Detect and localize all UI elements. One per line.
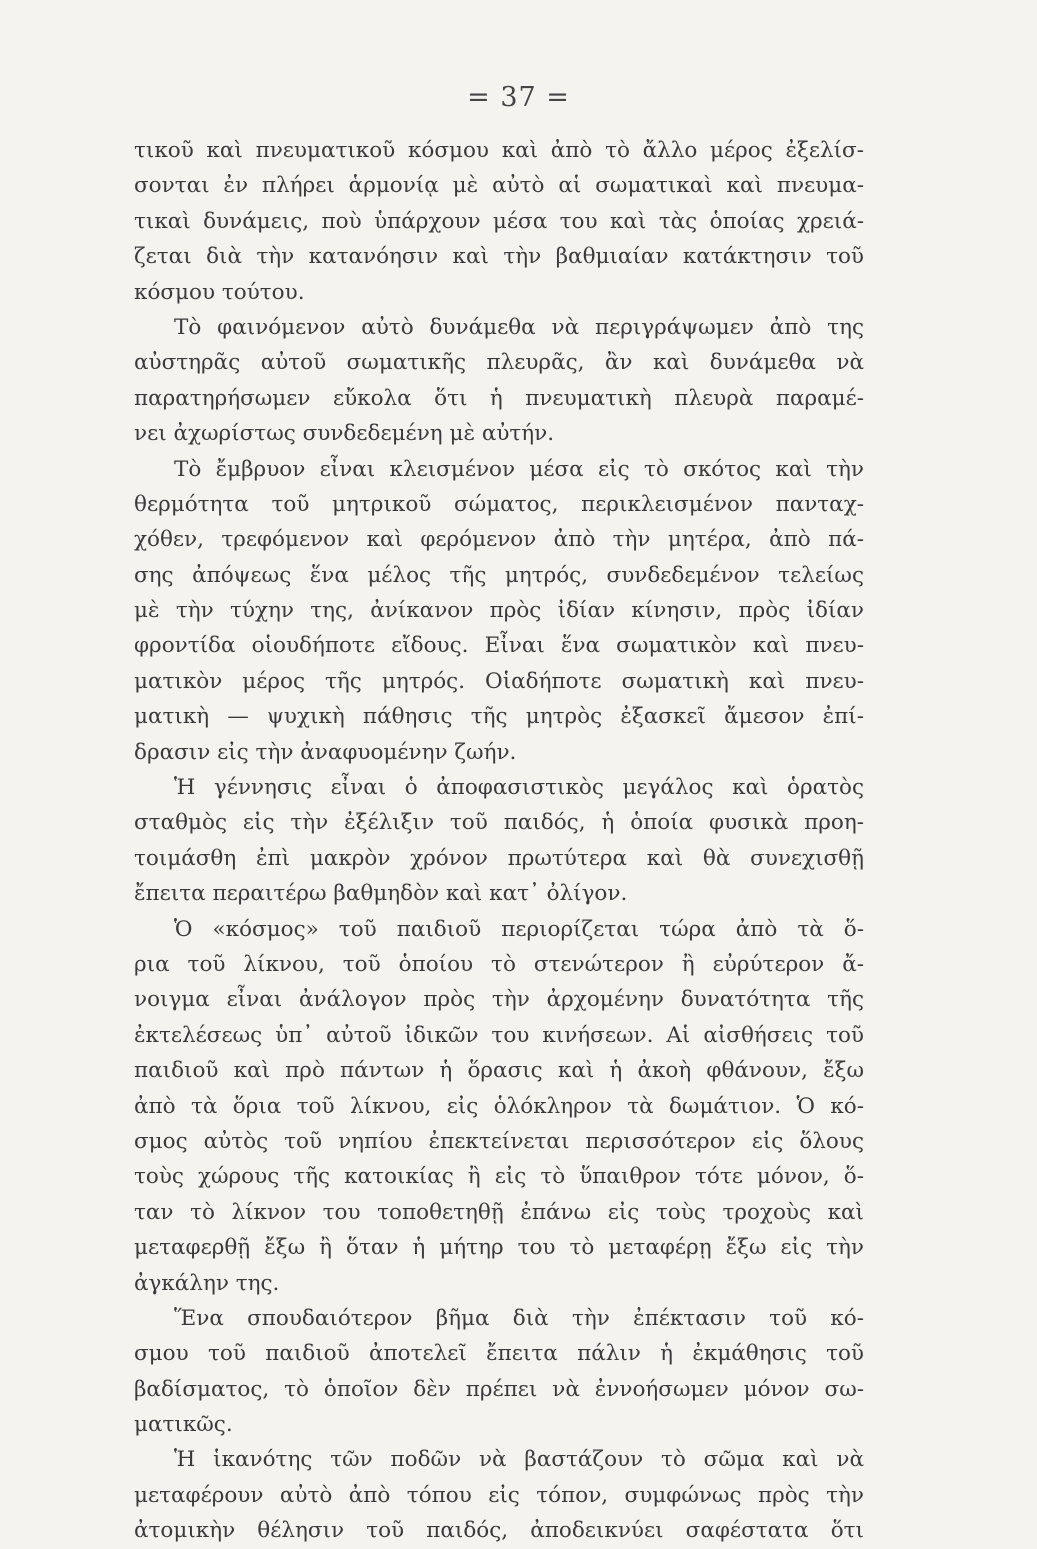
text-line: τοὺς χώρους τῆς κατοικίας ἢ εἰς τὸ ὕπαιθρον τότε μόνον, ὅ- — [134, 1164, 864, 1190]
text-line: Τὸ ἔμβρυον εἶναι κλεισμένον μέσα εἰς τὸ σκότος καὶ τὴν — [174, 456, 864, 482]
text-line: Ὁ «κόσμος» τοῦ παιδιοῦ περιορίζεται τώρα ἀπὸ τὰ ὅ- — [174, 916, 864, 942]
text-line: θερμότητα τοῦ μητρικοῦ σώματος, περικλεισμένον πανταχ- — [134, 491, 864, 517]
body-text — [134, 133, 864, 1549]
text-line: σης ἀπόψεως ἕνα μέλος τῆς μητρός, συνδεδεμένον τελείως — [134, 562, 864, 588]
text-line: Ἕνα σπουδαιότερον βῆμα διὰ τὴν ἐπέκτασιν τοῦ κό- — [174, 1305, 864, 1331]
text-line: Ἡ γέννησις εἶναι ὁ ἀποφασιστικὸς μεγάλος καὶ ὁρατὸς — [174, 775, 864, 801]
text-line: σμος αὐτὸς τοῦ νηπίου ἐπεκτείνεται περισσότερον εἰς ὅλους — [134, 1128, 864, 1154]
text-line: Ἡ ἱκανότης τῶν ποδῶν νὰ βαστάζουν τὸ σῶμα καὶ νὰ — [174, 1447, 864, 1473]
text-line: τικαὶ δυνάμεις, ποὺ ὑπάρχουν μέσα του καὶ τὰς ὁποίας χρειά- — [134, 208, 864, 234]
text-line: ἔπειτα περαιτέρω βαθμηδὸν καὶ κατ᾽ ὀλίγον. — [134, 881, 628, 907]
text-line: ταν τὸ λίκνον του τοποθετηθῇ ἐπάνω εἰς τοὺς τροχοὺς καὶ — [134, 1199, 864, 1225]
text-line: τοιμάσθη ἐπὶ μακρὸν χρόνον πρωτύτερα καὶ θὰ συνεχισθῇ — [134, 845, 864, 871]
text-line: δρασιν εἰς τὴν ἀναφυομένην ζωήν. — [134, 739, 517, 765]
text-line: ἐκτελέσεως ὑπ᾽ αὐτοῦ ἰδικῶν του κινήσεων. Αἱ αἰσθήσεις τοῦ — [134, 1022, 864, 1048]
text-line: μὲ τὴν τύχην της, ἀνίκανον πρὸς ἰδίαν κίνησιν, πρὸς ἰδίαν — [134, 598, 864, 624]
text-line: ἀτομικὴν θέλησιν τοῦ παιδός, ἀποδεικνύει σαφέστατα ὅτι — [134, 1518, 864, 1544]
text-line: φροντίδα οἱουδήποτε εἴδους. Εἶναι ἕνα σωματικὸν καὶ πνευ- — [134, 633, 864, 659]
text-line: νει ἀχωρίστως συνδεδεμένη μὲ αὐτήν. — [134, 421, 555, 447]
text-line: ματικῶς. — [134, 1412, 233, 1438]
text-line: μεταφερθῇ ἔξω ἢ ὅταν ἡ μήτηρ του τὸ μεταφέρῃ ἔξω εἰς τὴν — [134, 1235, 864, 1261]
text-line: νοιγμα εἶναι ἀνάλογον πρὸς τὴν ἀρχομένην δυνατότητα τῆς — [134, 987, 864, 1013]
text-line: σμου τοῦ παιδιοῦ ἀποτελεῖ ἔπειτα πάλιν ἡ ἐκμάθησις τοῦ — [134, 1341, 864, 1367]
text-line: ἀπὸ τὰ ὅρια τοῦ λίκνου, εἰς ὁλόκληρον τὰ δωμάτιον. Ὁ κό- — [134, 1093, 864, 1119]
text-line: σονται ἐν πλήρει ἁρμονίᾳ μὲ αὐτὸ αἱ σωματικαὶ καὶ πνευμα- — [134, 173, 864, 199]
text-line: σταθμὸς εἰς τὴν ἐξέλιξιν τοῦ παιδός, ἡ ὁποία φυσικὰ προη- — [134, 810, 864, 836]
text-line: παιδιοῦ καὶ πρὸ πάντων ἡ ὅρασις καὶ ἡ ἀκοὴ φθάνουν, ἔξω — [134, 1058, 864, 1084]
text-line: παρατηρήσωμεν εὔκολα ὅτι ἡ πνευματικὴ πλευρὰ παραμέ- — [134, 385, 864, 411]
text-line: ματικὸν μέρος τῆς μητρός. Οἱαδήποτε σωματικὴ καὶ πνευ- — [134, 668, 864, 694]
text-line: ἀγκάλην της. — [134, 1270, 280, 1296]
text-line: χόθεν, τρεφόμενον καὶ φερόμενον ἀπὸ τὴν μητέρα, ἀπὸ πά- — [134, 527, 864, 553]
text-line: ζεται διὰ τὴν κατανόησιν καὶ τὴν βαθμιαίαν κατάκτησιν τοῦ — [134, 244, 864, 270]
text-line: ματικὴ — ψυχικὴ πάθησις τῆς μητρὸς ἐξασκεῖ ἄμεσον ἐπί- — [134, 704, 864, 730]
page-number: = 37 = — [467, 82, 570, 113]
text-line: ρια τοῦ λίκνου, τοῦ ὁποίου τὸ στενώτερον ἢ εὐρύτερον ἄ- — [134, 951, 864, 977]
text-line: μεταφέρουν αὐτὸ ἀπὸ τόπου εἰς τόπον, συμφώνως πρὸς τὴν — [134, 1482, 864, 1508]
text-line: κόσμου τούτου. — [134, 279, 305, 305]
text-line: Τὸ φαινόμενον αὐτὸ δυνάμεθα νὰ περιγράψωμεν ἀπὸ της — [174, 314, 864, 340]
text-line: βαδίσματος, τὸ ὁποῖον δὲν πρέπει νὰ ἐννοήσωμεν μόνον σω- — [134, 1376, 864, 1402]
text-line: αὐστηρᾶς αὐτοῦ σωματικῆς πλευρᾶς, ἂν καὶ δυνάμεθα νὰ — [134, 350, 864, 376]
text-line: τικοῦ καὶ πνευματικοῦ κόσμου καὶ ἀπὸ τὸ ἄλλο μέρος ἐξελίσ- — [134, 138, 864, 163]
